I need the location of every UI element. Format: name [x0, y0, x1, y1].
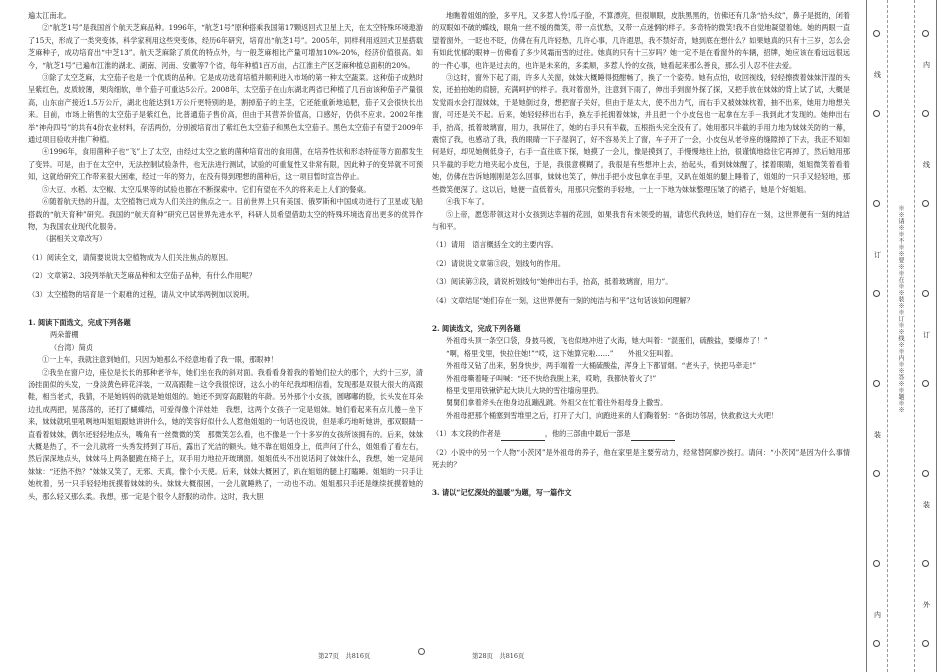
- left-paragraph: 1. 阅读下面选文，完成下列各题: [28, 317, 131, 327]
- binding-hole-icon: [873, 290, 880, 297]
- binding-hole-icon: [873, 640, 880, 647]
- left-paragraph: （据相关文章改写）: [42, 234, 107, 244]
- right-paragraph: 舅舅们拿着斧头在他身边乱蹦乱跳。外祖父在忙着往外祖母身上撒雪。: [446, 398, 668, 408]
- right-paragraph: 格里戈里用铁锹铲起大块儿大块的雪往墙房里扔。: [446, 385, 604, 395]
- binding-hole-icon: [873, 560, 880, 567]
- right-column: [432, 10, 850, 500]
- right-paragraph: （2）请说说文章第③段，划线句的作用。: [432, 258, 566, 268]
- right-paragraph: （3）阅读第③段，请说析划线句“她伸出右手，抬高，抵着玻璃窗，用力”。: [432, 277, 673, 287]
- left-paragraph: （1）阅读全文，请简要说说太空植物成为人们关注焦点的原因。: [28, 252, 233, 262]
- right-paragraph: （2）小说中的另一个人物“小茨冈”是外祖母的养子，他在家里是主要劳动力，经常替阿廖沙挨打。请问：“小茨冈”是因为什么事情死去的？: [432, 447, 850, 469]
- right-paragraph: （1）请用 语言概括全文的主要内容。: [432, 240, 558, 250]
- binding-hole-icon: [873, 30, 880, 37]
- right-paragraph: 2. 阅读选文，完成下列各题: [432, 323, 521, 333]
- binding-char-inner: 装: [874, 431, 881, 439]
- page-number-right: 第28页 共816页: [472, 652, 525, 660]
- binding-char-outer: 订: [923, 331, 930, 339]
- binding-hole-icon: [873, 200, 880, 207]
- left-paragraph: （台湾）简贞: [50, 342, 93, 352]
- binding-char-inner: 线: [874, 71, 881, 79]
- left-paragraph: 遍太江南北。: [28, 11, 71, 20]
- right-paragraph: “啊，格里戈里，快拉住她!”“哎，这下她算完啦……” 外祖父狂叫着。: [446, 348, 678, 358]
- left-column: [28, 10, 423, 503]
- right-paragraph: 地瞧着姐姐的脸，多平凡，又多惹人怜!瓜子脸，不算漂亮，但很顺眼，皮肤黑黑的，仿佛还有几条“拾头纹”，鼻子是挺的，闭着的双眼如不破的蝶线，眼角一丝不缓的微笑，带一点忧愁，又带一点迷惘的样子。多奇特的微笑!我不自觉地凝望着她。她的两眼一直望着窗外，一眨也不眨，仿佛在有几许轻愁，几许心事，几许遐思，我不禁好奇，她到底在想什么？如果她真的只有十三岁，怎么会有如此忧郁的眼神－仿佛看了多少风霜而雪的过往。她真的只有十三岁吗？她一定不是在看窗外的车辆，招牌，她应该在看远远很远的一件心事，也许是过去的，也许是未来的，多柔顺，多惹人怜的女孩，她看起来那么善良，那么引人忍不住去爱。: [432, 11, 850, 70]
- right-paragraph: 外祖母嘶着哑子叫喊：“还不快给我脱上来，哎哟，我都快着火了!”: [446, 373, 657, 383]
- binding-hole-icon: [873, 110, 880, 117]
- left-paragraph: ⑥随着航天热的升温，太空植物已成为人们关注的焦点之一。目前世界上只有美国、俄罗斯和中国成功进行了卫星或飞船搭载的“航天育种”研究。我国的“航天育种”研究已居世界先进水平，科研人员希望借助太空的特殊环境选育出更多的优异作物，为我国农业现代化服务。: [28, 197, 423, 231]
- binding-char-inner: 订: [874, 251, 881, 259]
- left-paragraph: （3）太空植物的培育是一个艰难的过程，请从文中试举两例加以说明。: [28, 289, 254, 299]
- left-paragraph: ②我坐在窗户边，座位是长长的那种老爷车，她们坐在我的斜对面。我看看身着我的着她们拉大的那个，大约十三岁，清汤挂面似的头发，一身淡黄色碎花洋装，一双高跟鞋－这令我很惊讶，这么小的年纪我却相信看，发现那是双很大很大的高跟鞋，相当老式，我猜，不是她妈妈的就是她姐姐的。她还不到穿高跟鞋的年龄。另外那个小女孩，圆嘟嘟的脸，长头发在耳朵边扎成两把，晃荡荡的，还打了蝴蝶结，可爱得像个洋娃娃 我想，这两个女孩子一定是姐妹。她们看起来有点儿傻－坐下来，妹妹就吼里吼咧地叫姐姐跟她讲讲什么，她的笑容好似什么人惹他姐姐的一句话也没说，但是乖巧地听她讲，那双眼睛一直看着妹妹，偶尔还轻轻地点头，嘴角有一丝微微的笑 那微笑怎么看，也不像是一个十多岁的女孩所该拥有的。后来，妹妹大概是热了，不一会儿就将一头秀发捋到了耳后，露出了光洁的额头。她不靠在姐姐身上，低声问了什么，姐姐看了看左右，然后深深地点头，妹妹马上两条腿跪在椅子上，双手用力地拉开玻璃窗。姐姐低头不出说话间了妹妹什么，我想，她一定是问妹妹：“还热不热？”妹妹又笑了，无邪、天真，像个小天使。后来，妹妹大概困了，趴在姐姐的腿上打瞌睡。姐姐的一只手让她枕着，另一只手轻轻地抚摸着妹妹的头。妹妹大概很困，一会儿就睡熟了，一动也不动。姐姐那只手还是继续抚摸着她的头，那么轻又那么柔。我想，那一定是个很令人舒服的动作。这时，我大胆: [28, 367, 423, 501]
- binding-hole-icon: [922, 470, 929, 477]
- right-paragraph: （1）本文段的作者是 ，他的三部曲中最后一部是: [432, 428, 850, 440]
- binding-line-outer: [936, 0, 937, 672]
- left-paragraph: ⑤大豆、水稻、太空椒、太空瓜果等的试验也都在不断探索中。它们有望在不久的将来走上人们的餐桌。: [42, 184, 371, 194]
- right-paragraph: 3. 请以“记忆深处的温暖”为题，写一篇作文: [432, 488, 572, 498]
- binding-notice: ※※请※※不※※要※※在※※装※※订※※线※※内※※答※※题※※: [897, 205, 904, 413]
- left-paragraph: ①一上车，我就注意到她们，只因为她那么不经意地看了我一眼，那眼神！: [42, 355, 278, 365]
- right-paragraph: 外祖母把那个桶塞到雪堆里之后，打开了大门，向跑进来的人们鞠着躬：“各街坊邻居，快救救这大火吧！: [446, 410, 779, 420]
- left-paragraph: ③除了太空芝麻，太空茄子也是一个优质的品种。它是成功选育培植并顺利进入市场的第一种太空蔬菜。这种茄子成熟时呈紫红色，皮质较薄，果肉细软，单个茄子可重达5公斤。2008年，太空茄子在山东湖北两省已种植了几百亩该种茄子产量很高，山东亩产接近1.5万公斤，湖北也能达到1万公斤更特别的是，割掉茄子的主茎，它还能重新地追肥，茄子又会很快长出来。目前，市场上销售的太空茄子是紫红色，比普通茄子售价高，但由于其营养价值高，口感好，仍供不应求。2002年推举“神舟四号”的共有4份农业材料，存活两份，分别被培育出了紫红色太空茄子和黑色太空茄子。黑色太空茄子有望于2009年通过项目验收并推广种植。: [28, 73, 423, 145]
- binding-hole-icon: [922, 30, 929, 37]
- binding-line-inner: [866, 0, 867, 672]
- binding-dashed-line-outer: [914, 0, 915, 672]
- binding-char-outer: 装: [923, 501, 930, 509]
- right-paragraph: 外祖母头顶一条空口袋，身披马被，飞也似地冲进了火海，她大叫着：“混蛋们，硫酸盐，要爆炸了！”: [446, 336, 768, 346]
- left-paragraph: ②“航芝1号”是我国首个航天芝麻品种。1996年，“航芝1号”原种搭乘我国第17颗返回式卫星上天，在太空特殊环境遨游了15天，形成了一类突变体，科学家利用这些突变体，经历6年研究，培育出“航芝1号”。2005年，同样利用返回式卫星搭载芝麻种子，成功培育出“中芝13”。航天芝麻除了质优的特点外，与一般芝麻相比产量可增加10%-20%，经济价值很高。如今，“航芝1号”已遍布江淮的湖北、湖南、河南、安徽等7个省，每年种植1百万亩，占江淮主产区芝麻种植总面积的20%。: [28, 23, 423, 70]
- binding-hole-icon: [922, 290, 929, 297]
- left-paragraph: ④1996年，食用菌种子也“飞”上了太空，由经过太空之旅的菌种培育出的食用菌，在培养性状和形态特征等方面都发生了变异。可是，由于在太空中，无法控制试验条件，也无法进行测试，试验的可重复性又非常有限，因此种子的变异就不可预知，这就给研究工作带来很大困难，经过一年的努力，在没有得到理想的菌种后，这一项目暂时宣告停止。: [28, 147, 423, 182]
- right-paragraph: 外祖母又钻了出来，躬身快步，两手端着一大桶硫酸盐，浑身上下都冒烟。“老头子，快把马牵走!”: [446, 361, 757, 371]
- right-paragraph: ④我下车了。: [446, 197, 489, 207]
- binding-hole-icon: [922, 110, 929, 117]
- binding-hole-icon: [922, 560, 929, 567]
- page-number-left: 第27页 共816页: [318, 652, 371, 660]
- binding-char-outer: 线: [923, 161, 930, 169]
- binding-dashed-line-inner: [887, 0, 888, 672]
- left-paragraph: （2）文章第2、3段列举航天芝麻品种和太空茄子品种，有什么作用呢？: [28, 271, 256, 281]
- binding-hole-icon: [922, 640, 929, 647]
- right-paragraph: ⑤上帝，愿您带领这对小女孩到达幸福的花园，如果我肯有未领受的福，请您代我转送，她们存在一刻，这世界便有一刻的纯洁与和平。: [432, 209, 850, 231]
- binding-char-outer: 内: [923, 61, 930, 69]
- binding-hole-icon: [922, 200, 929, 207]
- right-paragraph: ③这时，窗外下起了雨，许多人关窗，妹妹大概睡得挺酣畅了，换了一个姿势。她有点怕，收回视线，轻轻擦拨着妹妹汗湿的头发，还拍拍她的肩膀，充满呵护的样子。我对着窗外，注意到下雨了，伸出手到窗外探了探，又把手放在妹妹的背上试了试，大概是发觉雨水会打湿妹妹，于是她倒过身，想把窗子关好，但由于是太大，使不出力气，而右手又被妹妹枕着，抽不出来，她用力地想关窗，可还是关不起。后来，她轻轻移出右手，换左手托拥着妹妹，并且把一个小皮包也一起拿在左手－我到此才发现的。她伸出右手，抬高，抵着玻璃窗，用力，我屏住了，她的右手只有半截，五根指头完全没有了。她用那只半截的手用力地为妹妹关防的一幕，震惊了我，也感动了我，我的眼睛一下子湿润了，好不容易关上了窗，车子开了一会，小皮包从老爷座的缝隙掉了下去，我正不知如何是好，却见她侧低身子，右手一直往底下探，她摸了一会儿，像是摸到了，手慢慢地往上抬，很谨慎地捻住它再掉了，然后她用那只半截的手吃力地夹起小皮包，于是，我很意模糊了，我很是有些想冲上去，抬起头，看到妹妹醒了，揉着眼睛，姐姐微笑着看着她，仿佛在告诉她刚刚是怎么回事，妹妹也笑了，伸出手把小皮包拿在手里，又趴在姐姐的腿上睡着了，姐姐的一只手又轻轻地，那些微笑便深了。这以后，她便一直低着头，用那只完整的手轻地，一上一下地为妹妹整理压皱了的裙子，她是个好姐姐。: [432, 73, 850, 194]
- binding-hole-icon: [873, 470, 880, 477]
- binding-hole-icon: [873, 380, 880, 387]
- binding-char-inner: 内: [874, 611, 881, 619]
- center-hole-icon: [418, 648, 425, 655]
- binding-hole-icon: [922, 380, 929, 387]
- left-paragraph: 两朵蕾棚: [50, 330, 79, 340]
- right-paragraph: （4）文章结尾“她们存在一刻，这世界便有一刻的纯洁与和平”这句话该如何理解？: [432, 295, 694, 305]
- binding-char-outer: 外: [923, 601, 930, 609]
